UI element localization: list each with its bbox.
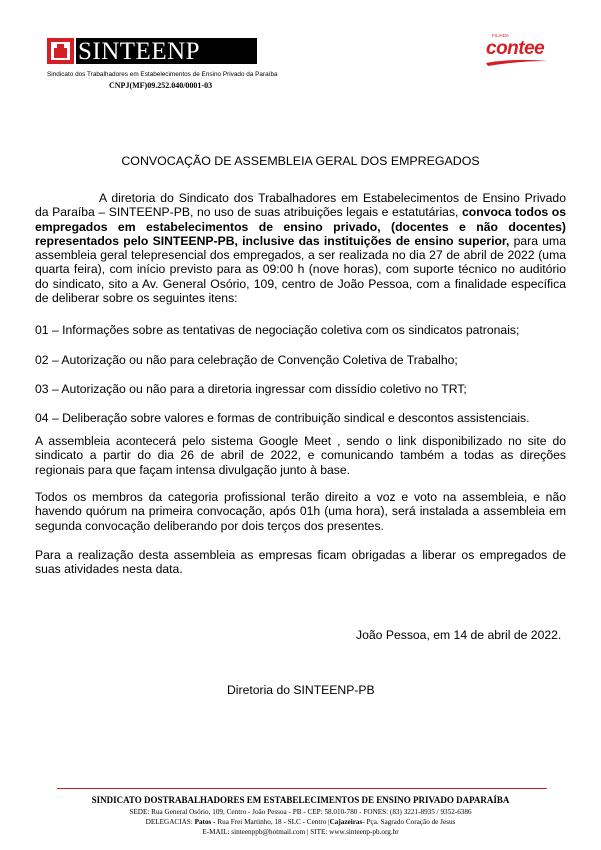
footer-sede: SEDE: Rua General Osório, 109, Centro - João Pessoa - PB - CEP: 58.010-780 - FONES: (83) 3221-8935 / 9352-6386: [129, 808, 472, 816]
affiliate-label: FILIADA: [492, 33, 510, 38]
union-emblem-icon: [47, 38, 74, 64]
swoosh-icon: [484, 57, 550, 67]
agenda-item-2: 02 – Autorização ou não para celebração de Convenção Coletiva de Trabalho;: [35, 353, 458, 367]
date-line: João Pessoa, em 14 de abril de 2022.: [356, 628, 562, 642]
release-paragraph: Para a realização desta assembleia as empresas ficam obrigadas a liberar os empregados de suas atividades nesta data.: [35, 548, 566, 577]
footer-contact: E-MAIL: sinteenppb@hotmail.com | SITE: www.sinteenp-pb.org.br: [202, 828, 399, 836]
delegacias-label: DELEGACIAS:: [145, 818, 195, 826]
vote-paragraph: Todos os membros da categoria profissional terão direito a voz e voto na assembleia, e não havendo quórum na primeira convocação, após 01h (uma hora), será instalada a assembleia em segunda convocação deliberando por dois terços dos presentes.: [35, 490, 566, 533]
logo-text: SINTEENP: [78, 38, 201, 65]
intro-paragraph: [35, 191, 566, 305]
cajazeiras-address: - Pça. Sagrado Coração de Jesus: [362, 818, 456, 826]
agenda-item-4: 04 – Deliberação sobre valores e formas de contribuição sindical e descontos assistenciais.: [35, 411, 530, 425]
meet-paragraph: A assembleia acontecerá pelo sistema Google Meet , sendo o link disponibilizado no site do sindicato a partir do dia 26 de abril de 2022, e comunicando também a todas as direções regionais para que façam intensa divulgação junto à base.: [35, 434, 566, 477]
contee-wordmark: contee: [486, 38, 545, 59]
page-title: CONVOCAÇÃO DE ASSEMBLEIA GERAL DOS EMPREGADOS: [121, 154, 480, 168]
patos-label: Patos: [194, 818, 212, 826]
sinteenp-logo: [47, 38, 257, 64]
footer-title: SINDICATO DOSTRABALHADORES EM ESTABELECIMENTOS DE ENSINO PRIVADO DAPARAÍBA: [91, 795, 510, 805]
intro-text-1: A diretoria do Sindicato dos Trabalhadores em Estabelecimentos de Ensino Privado da Paraíba – SINTEENP-PB, no uso de suas atribuições legais e estatutárias,: [35, 191, 566, 220]
footer-delegacias: [0, 818, 601, 827]
footer-divider: [57, 788, 547, 789]
intro-text-2: para uma assembleia geral telepresencial dos empregados, a ser realizada no dia 27 de abril de 2022 (uma quarta feira), com início previsto para as 09:00 h (nove horas), com suporte técnico no auditório do sindicato, sito a Av. General Osório, 109, centro de João Pessoa, com a finalidade específica de deliberar sobre os seguintes itens:: [35, 233, 566, 306]
patos-address: - Rua Frei Martinho, 18 - SLC - Centro |: [211, 818, 330, 826]
signature: Diretoria do SINTEENP-PB: [227, 683, 375, 697]
logo-subtitle: Sindicato dos Trabalhadores em Estabelecimentos de Ensino Privado da Paraíba: [47, 71, 278, 78]
cajazeiras-label: Cajazeiras: [329, 818, 363, 826]
agenda-item-1: 01 – Informações sobre as tentativas de negociação coletiva com os sindicatos patronais;: [35, 323, 520, 337]
contee-logo: [484, 33, 556, 69]
cnpj: CNPJ(MF)09.252.040/0001-03: [109, 81, 213, 90]
agenda-item-3: 03 – Autorização ou não para a diretoria ingressar com dissídio coletivo no TRT;: [35, 382, 467, 396]
intro-bold-text: convoca todos os empregados em estabelecimentos de ensino privado, (docentes e não docentes) representados pelo SINTEENP-PB, inclusive das instituições de ensino superior,: [35, 205, 566, 248]
